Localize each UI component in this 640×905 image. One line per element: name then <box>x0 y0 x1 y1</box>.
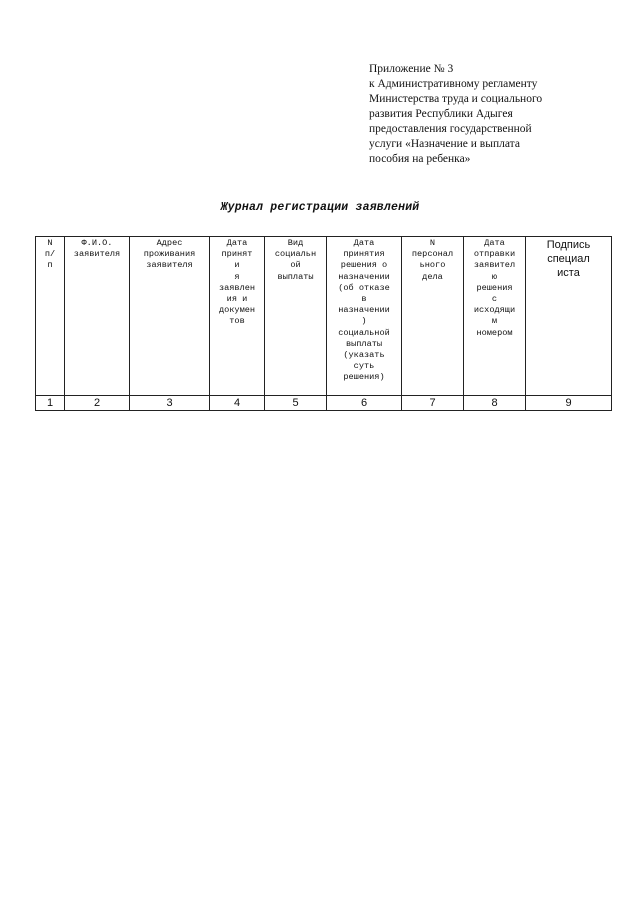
appendix-line: пособия на ребенка» <box>369 153 471 165</box>
header-row <box>36 237 612 396</box>
appendix-line: Приложение № 3 <box>369 63 454 75</box>
header-text: Ф.И.О. заявителя <box>73 238 121 260</box>
registration-table <box>35 236 612 411</box>
column-number: 8 <box>464 396 526 411</box>
column-number-row <box>36 396 612 411</box>
header-text: Дата отправки заявител ю решения с исходящи м номером <box>473 238 516 338</box>
header-cell-number <box>36 237 65 396</box>
header-text: N персонал ьного дела <box>411 238 454 282</box>
appendix-line: услуги «Назначение и выплата <box>369 138 520 150</box>
header-text: N п/ п <box>44 238 56 271</box>
appendix-line: Министерства труда и социального <box>369 93 543 105</box>
column-number: 6 <box>327 396 402 411</box>
header-text: Вид социальн ой выплаты <box>274 238 317 282</box>
header-cell-address <box>130 237 210 396</box>
journal-title: Журнал регистрации заявлений <box>220 201 420 214</box>
header-text: Подпись специал иста <box>546 239 591 279</box>
header-text: Дата принятия решения о назначении (об отказе в назначении ) социальной выплаты (указать суть решения) <box>338 238 390 383</box>
appendix-line: к Административному регламенту <box>369 78 538 90</box>
header-cell-date-received <box>210 237 265 396</box>
appendix-header <box>369 62 609 167</box>
header-cell-specialist-signature <box>526 237 612 396</box>
header-cell-case-number <box>402 237 464 396</box>
header-cell-applicant-name <box>65 237 130 396</box>
column-number: 4 <box>210 396 265 411</box>
column-number: 5 <box>265 396 327 411</box>
appendix-line: развития Республики Адыгея <box>369 108 513 120</box>
header-text: Адрес проживания заявителя <box>143 238 196 271</box>
header-text: Дата принят и я заявлен ия и докумен тов <box>218 238 256 327</box>
column-number: 9 <box>526 396 612 411</box>
column-number: 7 <box>402 396 464 411</box>
appendix-line: предоставления государственной <box>369 123 532 135</box>
column-number: 3 <box>130 396 210 411</box>
column-number: 2 <box>65 396 130 411</box>
header-cell-dispatch-date <box>464 237 526 396</box>
header-cell-decision-date <box>327 237 402 396</box>
column-number: 1 <box>36 396 65 411</box>
header-cell-payment-type <box>265 237 327 396</box>
